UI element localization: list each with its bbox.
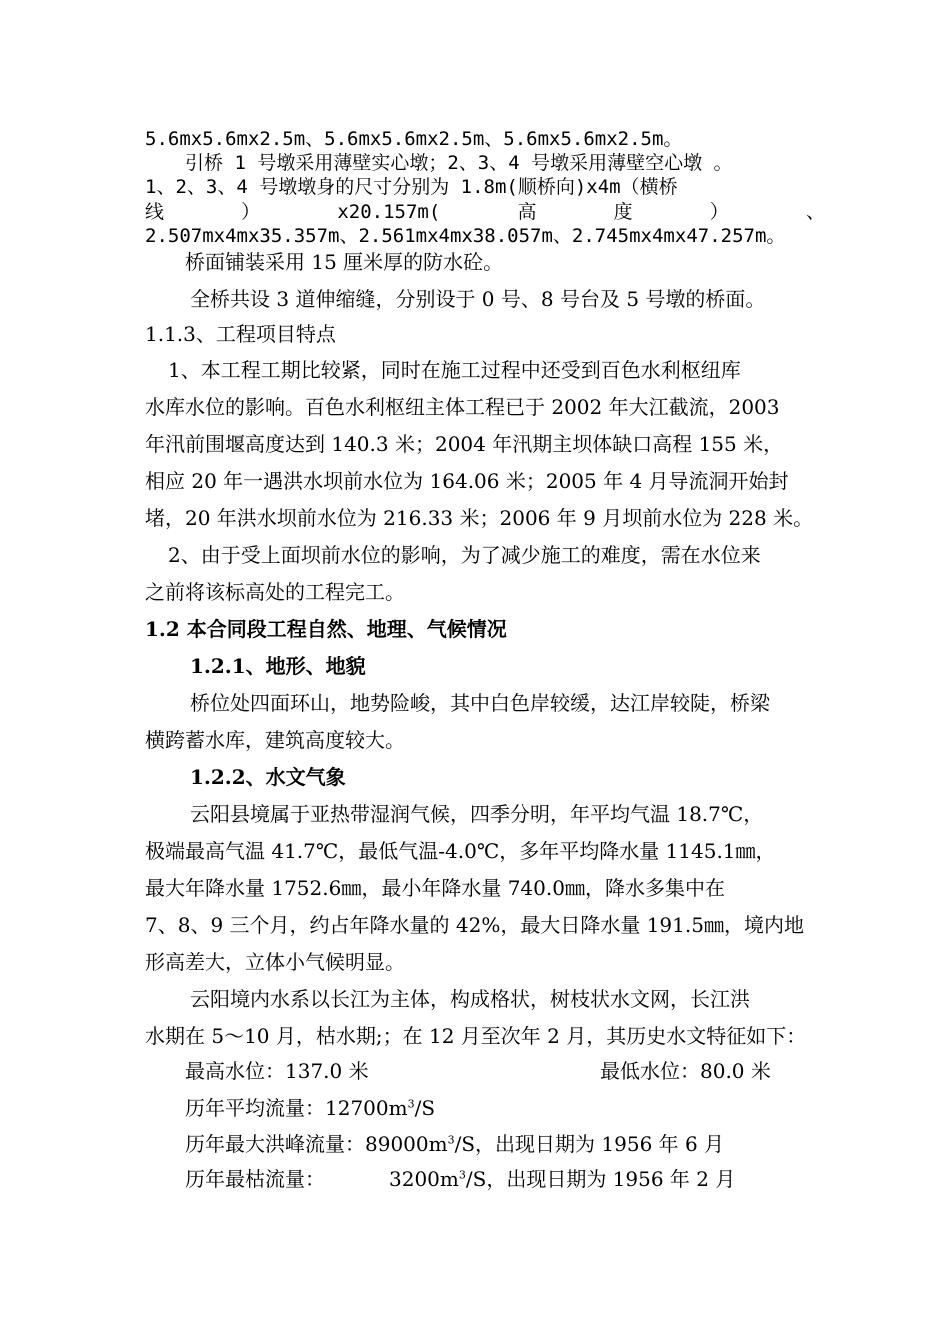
paragraph-line: 之前将该标高处的工程完工。 xyxy=(145,580,405,604)
paragraph-line: 2、由于受上面坝前水位的影响，为了减少施工的难度，需在水位来 xyxy=(168,543,761,567)
word: 高 xyxy=(517,201,537,223)
avg-flow-label: 历年平均流量：12700m xyxy=(185,1096,408,1120)
paragraph-line: 极端最高气温 41.7℃，最低气温-4.0℃，多年平均降水量 1145.1㎜， xyxy=(145,839,776,863)
flood-label: 历年最大洪峰流量：89000m xyxy=(185,1132,448,1156)
text-line: 2.507mx4mx35.357m、2.561mx4mx38.057m、2.745mx4mx47.257m。 xyxy=(145,225,786,247)
word: 线 xyxy=(145,201,165,223)
section-heading: 1.2 本合同段工程自然、地理、气候情况 xyxy=(145,617,507,641)
paragraph-line: 堵，20 年洪水坝前水位为 216.33 米；2006 年 9 月坝前水位为 228 米。 xyxy=(145,506,814,530)
paragraph-line: 横跨蓄水库，建筑高度较大。 xyxy=(145,728,405,752)
dry-unit: /S，出现日期为 1956 年 2 月 xyxy=(465,1167,736,1191)
subsection-heading: 1.2.2、水文气象 xyxy=(190,765,346,789)
paragraph-line: 桥位处四面环山，地势险峻，其中白色岸较缓，达江岸较陡，桥梁 xyxy=(190,691,770,715)
subsection-heading: 1.2.1、地形、地貌 xyxy=(190,654,366,678)
text-line: 1、2、3、4 号墩墩身的尺寸分别为 1.8m(顺桥向)x4m（横桥 xyxy=(145,176,678,198)
superscript: 3 xyxy=(458,1168,466,1182)
flood-unit: /S，出现日期为 1956 年 6 月 xyxy=(454,1132,725,1156)
section-heading: 1.1.3、工程项目特点 xyxy=(145,322,336,346)
avg-flow xyxy=(185,1095,435,1121)
paragraph-line: 1、本工程工期比较紧，同时在施工过程中还受到百色水利枢纽库 xyxy=(168,358,741,382)
text-line: 桥面铺装采用 15 厘米厚的防水砼。 xyxy=(185,250,504,274)
dry-label: 历年最枯流量： xyxy=(185,1167,325,1191)
text-line: 全桥共设 3 道伸缩缝，分别设于 0 号、8 号台及 5 号墩的桥面。 xyxy=(190,287,766,311)
superscript: 3 xyxy=(407,1097,415,1111)
paragraph-line: 水库水位的影响。百色水利枢纽主体工程已于 2002 年大江截流，2003 xyxy=(145,395,780,419)
text-line-justified xyxy=(145,199,825,225)
paragraph-line: 形高差大，立体小气候明显。 xyxy=(145,950,405,974)
text-line: 5.6mx5.6mx2.5m、5.6mx5.6mx2.5m、5.6mx5.6mx2.5m。 xyxy=(145,128,683,150)
text-line: 引桥 1 号墩采用薄壁实心墩；2、3、4 号墩采用薄壁空心墩 。 xyxy=(185,152,733,174)
max-flood-flow xyxy=(185,1131,724,1157)
word: 度 xyxy=(613,201,633,223)
word: ） xyxy=(241,201,261,223)
dry-value: 3200m xyxy=(389,1167,459,1191)
dry-flow xyxy=(185,1166,735,1192)
paragraph-line: 最大年降水量 1752.6㎜，最小年降水量 740.0㎜，降水多集中在 xyxy=(145,876,725,900)
paragraph-line: 7、8、9 三个月，约占年降水量的 42%，最大日降水量 191.5㎜，境内地 xyxy=(145,913,804,937)
paragraph-line: 相应 20 年一遇洪水坝前水位为 164.06 米；2005 年 4 月导流洞开始封 xyxy=(145,469,789,493)
paragraph-line: 云阳境内水系以长江为主体，构成格状，树枝状水文网，长江洪 xyxy=(190,987,750,1011)
word: x20.157m( xyxy=(337,201,441,223)
paragraph-line: 水期在 5～10 月，枯水期;；在 12 月至次年 2 月，其历史水文特征如下： xyxy=(145,1024,807,1048)
superscript: 3 xyxy=(447,1133,455,1147)
word: 、 xyxy=(805,201,825,223)
max-water-level: 最高水位：137.0 米 xyxy=(185,1059,369,1083)
word: ） xyxy=(709,201,729,223)
paragraph-line: 云阳县境属于亚热带湿润气候，四季分明，年平均气温 18.7℃， xyxy=(190,802,764,826)
paragraph-line: 年汛前围堰高度达到 140.3 米；2004 年汛期主坝体缺口高程 155 米， xyxy=(145,432,784,456)
avg-flow-unit: /S xyxy=(414,1096,436,1120)
min-water-level: 最低水位：80.0 米 xyxy=(600,1059,771,1083)
